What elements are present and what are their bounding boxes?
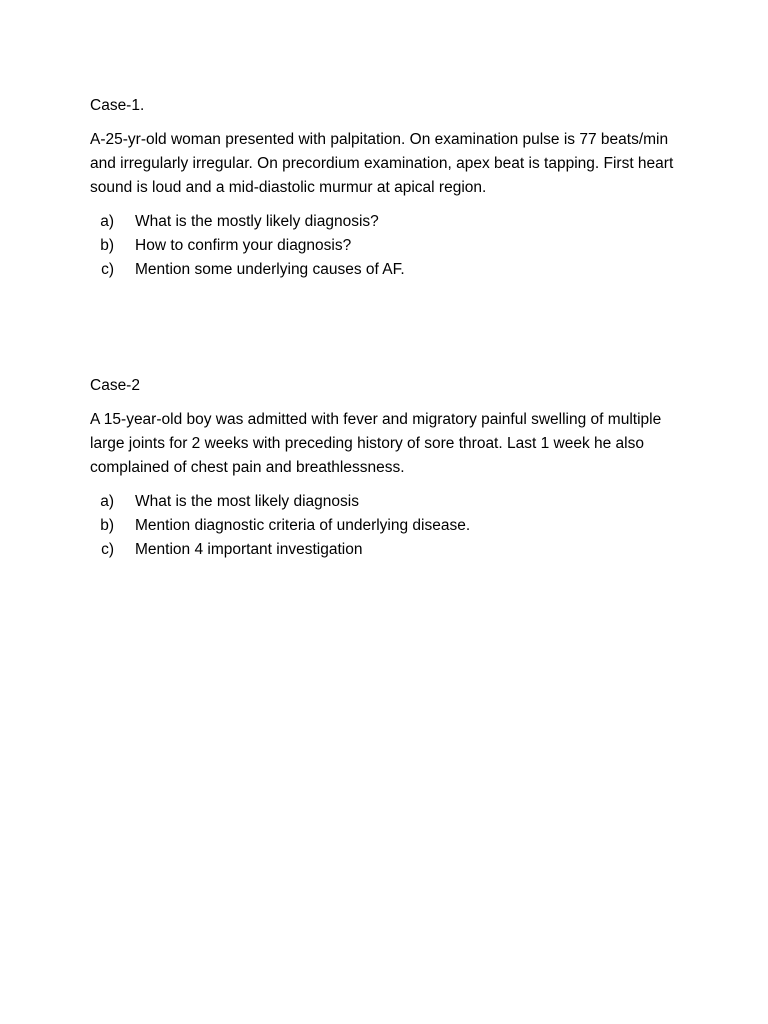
question-marker: a) xyxy=(100,213,114,230)
question-text: How to confirm your diagnosis? xyxy=(135,237,352,254)
question-item xyxy=(90,210,690,234)
question-item xyxy=(90,258,690,282)
case-description: A 15-year-old boy was admitted with fever and migratory painful swelling of multiple large joints for 2 weeks with preceding history of sore throat. Last 1 week he also complained of chest pain and breathlessness. xyxy=(90,411,662,476)
case-1 xyxy=(90,94,690,282)
question-marker: b) xyxy=(100,237,114,254)
question-item xyxy=(90,514,690,538)
question-text: Mention diagnostic criteria of underlying disease. xyxy=(135,517,471,534)
question-marker: c) xyxy=(101,261,114,278)
question-text: What is the most likely diagnosis xyxy=(135,493,359,510)
case-2 xyxy=(90,374,690,562)
question-item xyxy=(90,234,690,258)
case-title: Case-2 xyxy=(90,377,140,394)
question-list xyxy=(90,490,690,562)
question-text: What is the mostly likely diagnosis? xyxy=(135,213,379,230)
question-list xyxy=(90,210,690,282)
question-item xyxy=(90,538,690,562)
case-title: Case-1. xyxy=(90,97,145,114)
case-description: A-25-yr-old woman presented with palpitation. On examination pulse is 77 beats/min and irregularly irregular. On precordium examination, apex beat is tapping. First heart sound is loud and a mid-diastolic murmur at apical region. xyxy=(90,131,674,196)
question-item xyxy=(90,490,690,514)
question-marker: b) xyxy=(100,517,114,534)
question-marker: a) xyxy=(100,493,114,510)
question-text: Mention 4 important investigation xyxy=(135,541,363,558)
question-text: Mention some underlying causes of AF. xyxy=(135,261,405,278)
question-marker: c) xyxy=(101,541,114,558)
